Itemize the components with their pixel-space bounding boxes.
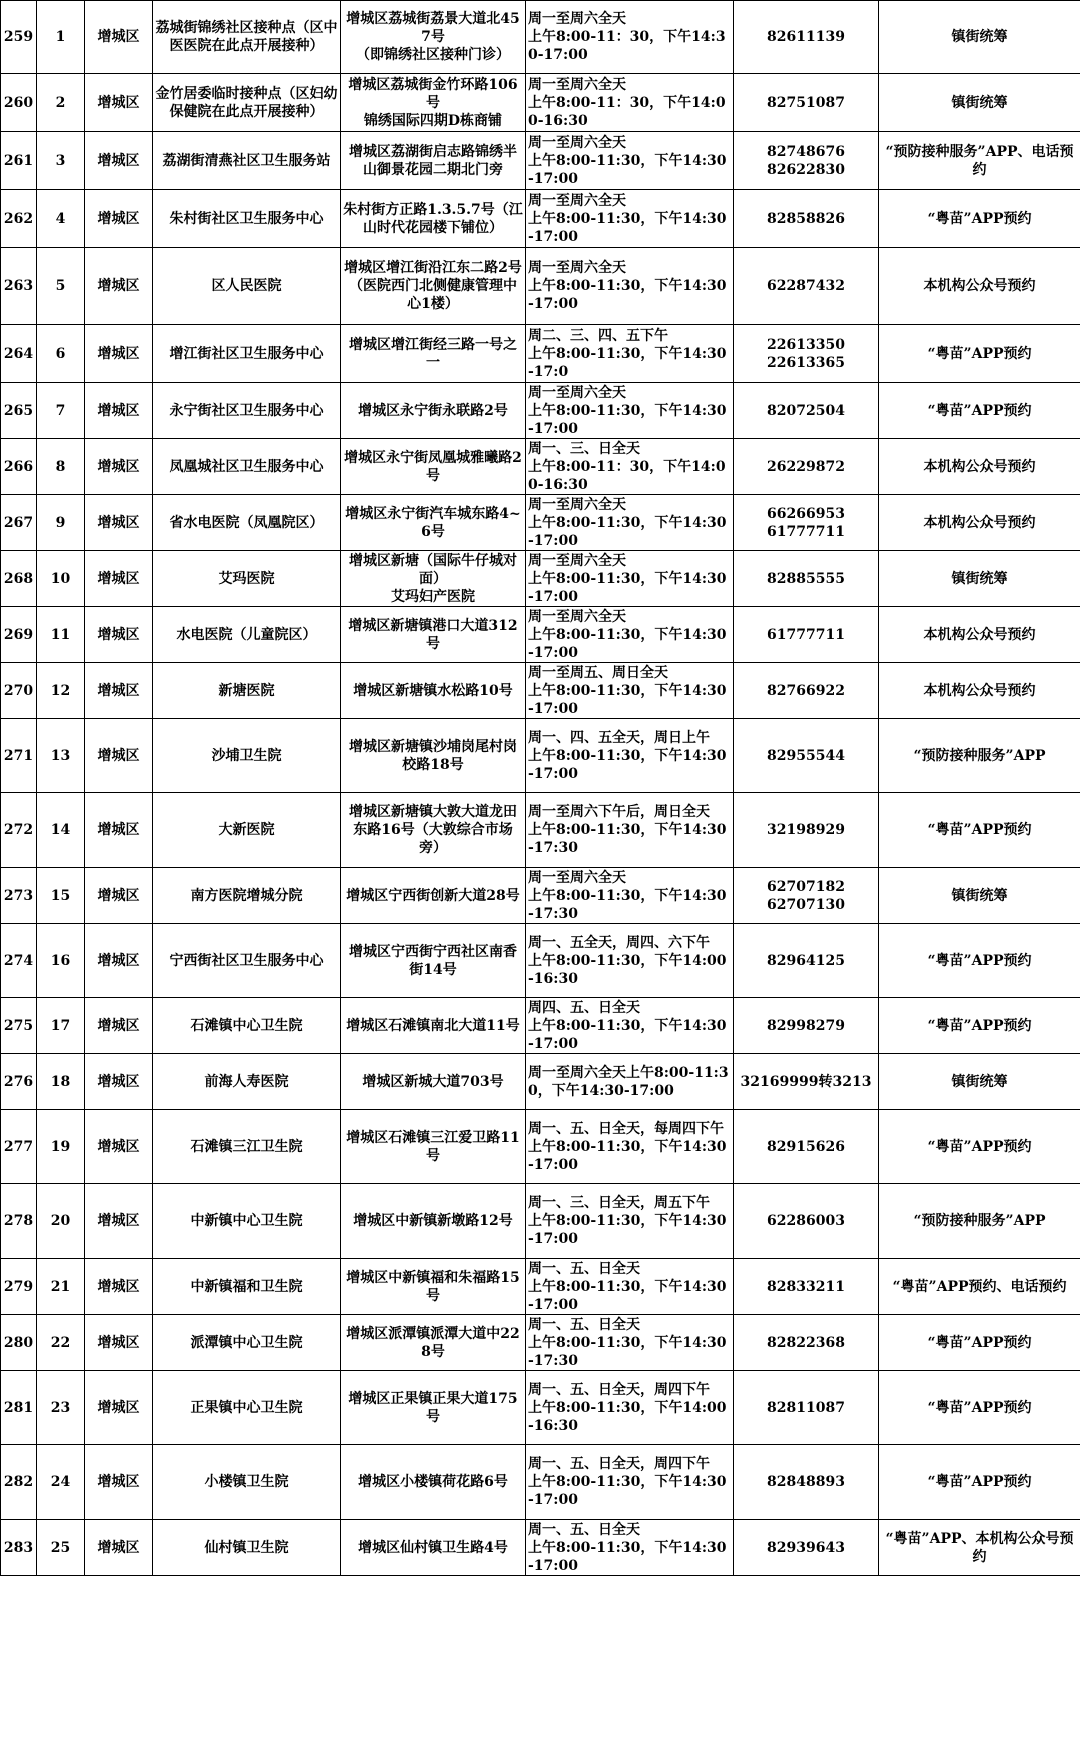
- hours-cell: 周一、三、日全天 上午8:00-11：30，下午14:00-16:30: [526, 439, 734, 495]
- phone-cell: 82822368: [734, 1315, 879, 1371]
- district-cell: 增城区: [85, 439, 153, 495]
- index-cell: 10: [37, 551, 85, 607]
- site-name-cell: 省水电医院（凤凰院区）: [153, 495, 341, 551]
- district-cell: 增城区: [85, 1054, 153, 1110]
- phone-cell: 61777711: [734, 607, 879, 663]
- district-cell: 增城区: [85, 793, 153, 868]
- booking-method-cell: 镇街统筹: [879, 1, 1080, 74]
- site-name-cell: 新塘医院: [153, 663, 341, 719]
- booking-method-cell: “粤苗”APP预约: [879, 1315, 1080, 1371]
- hours-cell: 周一、五、日全天 上午8:00-11:30，下午14:30-17:30: [526, 1315, 734, 1371]
- booking-method-cell: “预防接种服务”APP、电话预约: [879, 132, 1080, 190]
- booking-method-cell: “粤苗”APP预约: [879, 1110, 1080, 1184]
- serial-number-cell: 281: [1, 1371, 37, 1445]
- booking-method-cell: “粤苗”APP预约: [879, 793, 1080, 868]
- serial-number-cell: 270: [1, 663, 37, 719]
- site-name-cell: 永宁街社区卫生服务中心: [153, 383, 341, 439]
- address-cell: 朱村街方正路1.3.5.7号（江山时代花园楼下铺位）: [341, 190, 526, 248]
- index-cell: 3: [37, 132, 85, 190]
- phone-cell: 82751087: [734, 74, 879, 132]
- table-row: [1, 1, 1080, 74]
- table-row: [1, 248, 1080, 325]
- hours-cell: 周四、五、日全天 上午8:00-11:30，下午14:30-17:00: [526, 998, 734, 1054]
- booking-method-cell: “粤苗”APP预约: [879, 1445, 1080, 1520]
- serial-number-cell: 268: [1, 551, 37, 607]
- index-cell: 23: [37, 1371, 85, 1445]
- site-name-cell: 南方医院增城分院: [153, 868, 341, 924]
- hours-cell: 周一、四、五全天，周日上午 上午8:00-11:30，下午14:30-17:00: [526, 719, 734, 793]
- serial-number-cell: 272: [1, 793, 37, 868]
- site-name-cell: 凤凰城社区卫生服务中心: [153, 439, 341, 495]
- booking-method-cell: “粤苗”APP预约: [879, 190, 1080, 248]
- serial-number-cell: 269: [1, 607, 37, 663]
- site-name-cell: 沙埔卫生院: [153, 719, 341, 793]
- address-cell: 增城区新塘镇沙埔岗尾村岗校路18号: [341, 719, 526, 793]
- phone-cell: 82885555: [734, 551, 879, 607]
- index-cell: 8: [37, 439, 85, 495]
- index-cell: 20: [37, 1184, 85, 1259]
- serial-number-cell: 278: [1, 1184, 37, 1259]
- serial-number-cell: 283: [1, 1520, 37, 1576]
- index-cell: 2: [37, 74, 85, 132]
- serial-number-cell: 271: [1, 719, 37, 793]
- address-cell: 增城区石滩镇三江爱卫路11号: [341, 1110, 526, 1184]
- table-row: [1, 607, 1080, 663]
- address-cell: 增城区荔城街荔景大道北457号 （即锦绣社区接种门诊）: [341, 1, 526, 74]
- district-cell: 增城区: [85, 1445, 153, 1520]
- phone-cell: 26229872: [734, 439, 879, 495]
- address-cell: 增城区永宁街永联路2号: [341, 383, 526, 439]
- serial-number-cell: 277: [1, 1110, 37, 1184]
- district-cell: 增城区: [85, 1371, 153, 1445]
- serial-number-cell: 280: [1, 1315, 37, 1371]
- district-cell: 增城区: [85, 663, 153, 719]
- site-name-cell: 水电医院（儿童院区）: [153, 607, 341, 663]
- serial-number-cell: 266: [1, 439, 37, 495]
- district-cell: 增城区: [85, 190, 153, 248]
- hours-cell: 周一至周六全天 上午8:00-11:30，下午14:30-17:00: [526, 383, 734, 439]
- address-cell: 增城区新塘（国际牛仔城对面） 艾玛妇产医院: [341, 551, 526, 607]
- site-name-cell: 派潭镇中心卫生院: [153, 1315, 341, 1371]
- serial-number-cell: 276: [1, 1054, 37, 1110]
- serial-number-cell: 275: [1, 998, 37, 1054]
- table-row: [1, 793, 1080, 868]
- address-cell: 增城区增江街经三路一号之一: [341, 325, 526, 383]
- address-cell: 增城区荔湖街启志路锦绣半山御景花园二期北门旁: [341, 132, 526, 190]
- table-row: [1, 1110, 1080, 1184]
- phone-cell: 82939643: [734, 1520, 879, 1576]
- hours-cell: 周一至周五、周日全天 上午8:00-11:30，下午14:30-17:00: [526, 663, 734, 719]
- serial-number-cell: 259: [1, 1, 37, 74]
- phone-cell: 82964125: [734, 924, 879, 998]
- site-name-cell: 金竹居委临时接种点（区妇幼保健院在此点开展接种）: [153, 74, 341, 132]
- table-row: [1, 439, 1080, 495]
- table-row: [1, 998, 1080, 1054]
- district-cell: 增城区: [85, 1110, 153, 1184]
- serial-number-cell: 260: [1, 74, 37, 132]
- table-row: [1, 132, 1080, 190]
- hours-cell: 周一、五、日全天 上午8:00-11:30，下午14:30-17:00: [526, 1259, 734, 1315]
- phone-cell: 32169999转3213: [734, 1054, 879, 1110]
- index-cell: 15: [37, 868, 85, 924]
- phone-cell: 32198929: [734, 793, 879, 868]
- booking-method-cell: 本机构公众号预约: [879, 439, 1080, 495]
- index-cell: 16: [37, 924, 85, 998]
- table-row: [1, 551, 1080, 607]
- serial-number-cell: 274: [1, 924, 37, 998]
- hours-cell: 周一至周六全天 上午8:00-11：30，下午14:00-16:30: [526, 74, 734, 132]
- index-cell: 4: [37, 190, 85, 248]
- district-cell: 增城区: [85, 607, 153, 663]
- booking-method-cell: “粤苗”APP预约: [879, 325, 1080, 383]
- phone-cell: 82998279: [734, 998, 879, 1054]
- address-cell: 增城区石滩镇南北大道11号: [341, 998, 526, 1054]
- booking-method-cell: 镇街统筹: [879, 551, 1080, 607]
- site-name-cell: 石滩镇中心卫生院: [153, 998, 341, 1054]
- hours-cell: 周一至周六全天 上午8:00-11:30，下午14:30-17:00: [526, 190, 734, 248]
- hours-cell: 周一至周六全天 上午8:00-11:30，下午14:30-17:00: [526, 248, 734, 325]
- serial-number-cell: 279: [1, 1259, 37, 1315]
- site-name-cell: 朱村街社区卫生服务中心: [153, 190, 341, 248]
- index-cell: 17: [37, 998, 85, 1054]
- booking-method-cell: 镇街统筹: [879, 74, 1080, 132]
- district-cell: 增城区: [85, 74, 153, 132]
- district-cell: 增城区: [85, 1, 153, 74]
- phone-cell: 82072504: [734, 383, 879, 439]
- site-name-cell: 荔湖街清燕社区卫生服务站: [153, 132, 341, 190]
- serial-number-cell: 262: [1, 190, 37, 248]
- phone-cell: 62707182 62707130: [734, 868, 879, 924]
- booking-method-cell: “粤苗”APP、本机构公众号预约: [879, 1520, 1080, 1576]
- table-row: [1, 719, 1080, 793]
- site-name-cell: 中新镇中心卫生院: [153, 1184, 341, 1259]
- booking-method-cell: “粤苗”APP预约: [879, 924, 1080, 998]
- phone-cell: 82748676 82622830: [734, 132, 879, 190]
- district-cell: 增城区: [85, 868, 153, 924]
- booking-method-cell: 本机构公众号预约: [879, 495, 1080, 551]
- district-cell: 增城区: [85, 1184, 153, 1259]
- booking-method-cell: “预防接种服务”APP: [879, 719, 1080, 793]
- serial-number-cell: 265: [1, 383, 37, 439]
- phone-cell: 82955544: [734, 719, 879, 793]
- index-cell: 1: [37, 1, 85, 74]
- booking-method-cell: 本机构公众号预约: [879, 663, 1080, 719]
- index-cell: 7: [37, 383, 85, 439]
- index-cell: 11: [37, 607, 85, 663]
- hours-cell: 周一至周六全天 上午8:00-11:30，下午14:30-17:30: [526, 868, 734, 924]
- serial-number-cell: 273: [1, 868, 37, 924]
- district-cell: 增城区: [85, 495, 153, 551]
- district-cell: 增城区: [85, 248, 153, 325]
- booking-method-cell: “粤苗”APP预约: [879, 383, 1080, 439]
- site-name-cell: 仙村镇卫生院: [153, 1520, 341, 1576]
- index-cell: 22: [37, 1315, 85, 1371]
- table-row: [1, 1259, 1080, 1315]
- booking-method-cell: 本机构公众号预约: [879, 248, 1080, 325]
- table-row: [1, 325, 1080, 383]
- index-cell: 9: [37, 495, 85, 551]
- hours-cell: 周一、五、日全天 上午8:00-11:30，下午14:30-17:00: [526, 1520, 734, 1576]
- site-name-cell: 宁西街社区卫生服务中心: [153, 924, 341, 998]
- phone-cell: 82858826: [734, 190, 879, 248]
- hours-cell: 周一至周六全天 上午8:00-11:30，下午14:30-17:00: [526, 607, 734, 663]
- index-cell: 25: [37, 1520, 85, 1576]
- table-row: [1, 663, 1080, 719]
- district-cell: 增城区: [85, 1315, 153, 1371]
- table-row: [1, 1184, 1080, 1259]
- serial-number-cell: 263: [1, 248, 37, 325]
- table-row: [1, 1315, 1080, 1371]
- address-cell: 增城区新城大道703号: [341, 1054, 526, 1110]
- phone-cell: 82811087: [734, 1371, 879, 1445]
- address-cell: 增城区仙村镇卫生路4号: [341, 1520, 526, 1576]
- hours-cell: 周一、五、日全天，周四下午 上午8:00-11:30，下午14:00-16:30: [526, 1371, 734, 1445]
- serial-number-cell: 261: [1, 132, 37, 190]
- booking-method-cell: “粤苗”APP预约: [879, 1371, 1080, 1445]
- address-cell: 增城区新塘镇大敦大道龙田东路16号（大敦综合市场旁）: [341, 793, 526, 868]
- table-row: [1, 868, 1080, 924]
- address-cell: 增城区永宁街凤凰城雅曦路2号: [341, 439, 526, 495]
- address-cell: 增城区永宁街汽车城东路4~6号: [341, 495, 526, 551]
- booking-method-cell: 本机构公众号预约: [879, 607, 1080, 663]
- index-cell: 12: [37, 663, 85, 719]
- table-row: [1, 924, 1080, 998]
- address-cell: 增城区中新镇福和朱福路15号: [341, 1259, 526, 1315]
- booking-method-cell: 镇街统筹: [879, 1054, 1080, 1110]
- index-cell: 13: [37, 719, 85, 793]
- hours-cell: 周一、三、日全天，周五下午 上午8:00-11:30，下午14:30-17:00: [526, 1184, 734, 1259]
- district-cell: 增城区: [85, 551, 153, 607]
- address-cell: 增城区派潭镇派潭大道中228号: [341, 1315, 526, 1371]
- table-row: [1, 383, 1080, 439]
- address-cell: 增城区正果镇正果大道175号: [341, 1371, 526, 1445]
- address-cell: 增城区新塘镇港口大道312号: [341, 607, 526, 663]
- address-cell: 增城区小楼镇荷花路6号: [341, 1445, 526, 1520]
- table-row: [1, 1445, 1080, 1520]
- phone-cell: 62287432: [734, 248, 879, 325]
- site-name-cell: 石滩镇三江卫生院: [153, 1110, 341, 1184]
- site-name-cell: 大新医院: [153, 793, 341, 868]
- booking-method-cell: “粤苗”APP预约: [879, 998, 1080, 1054]
- phone-cell: 22613350 22613365: [734, 325, 879, 383]
- index-cell: 19: [37, 1110, 85, 1184]
- site-name-cell: 正果镇中心卫生院: [153, 1371, 341, 1445]
- phone-cell: 82915626: [734, 1110, 879, 1184]
- hours-cell: 周一至周六全天 上午8:00-11：30，下午14:30-17:00: [526, 1, 734, 74]
- index-cell: 24: [37, 1445, 85, 1520]
- index-cell: 6: [37, 325, 85, 383]
- index-cell: 18: [37, 1054, 85, 1110]
- table-row: [1, 190, 1080, 248]
- phone-cell: 66266953 61777711: [734, 495, 879, 551]
- site-name-cell: 前海人寿医院: [153, 1054, 341, 1110]
- site-name-cell: 小楼镇卫生院: [153, 1445, 341, 1520]
- district-cell: 增城区: [85, 998, 153, 1054]
- serial-number-cell: 267: [1, 495, 37, 551]
- address-cell: 增城区新塘镇水松路10号: [341, 663, 526, 719]
- phone-cell: 82611139: [734, 1, 879, 74]
- table-row: [1, 1371, 1080, 1445]
- district-cell: 增城区: [85, 719, 153, 793]
- hours-cell: 周一至周六全天 上午8:00-11:30，下午14:30-17:00: [526, 132, 734, 190]
- site-name-cell: 区人民医院: [153, 248, 341, 325]
- table-row: [1, 1054, 1080, 1110]
- site-name-cell: 荔城街锦绣社区接种点（区中医医院在此点开展接种）: [153, 1, 341, 74]
- phone-cell: 82766922: [734, 663, 879, 719]
- district-cell: 增城区: [85, 1520, 153, 1576]
- index-cell: 5: [37, 248, 85, 325]
- district-cell: 增城区: [85, 325, 153, 383]
- phone-cell: 62286003: [734, 1184, 879, 1259]
- hours-cell: 周一、五全天，周四、六下午 上午8:00-11:30，下午14:00-16:30: [526, 924, 734, 998]
- index-cell: 14: [37, 793, 85, 868]
- hours-cell: 周一至周六下午后，周日全天 上午8:00-11:30，下午14:30-17:30: [526, 793, 734, 868]
- booking-method-cell: 镇街统筹: [879, 868, 1080, 924]
- phone-cell: 82848893: [734, 1445, 879, 1520]
- hours-cell: 周一至周六全天 上午8:00-11:30，下午14:30-17:00: [526, 551, 734, 607]
- site-name-cell: 中新镇福和卫生院: [153, 1259, 341, 1315]
- booking-method-cell: “粤苗”APP预约、电话预约: [879, 1259, 1080, 1315]
- address-cell: 增城区宁西街创新大道28号: [341, 868, 526, 924]
- serial-number-cell: 282: [1, 1445, 37, 1520]
- hours-cell: 周一、五、日全天，每周四下午 上午8:00-11:30，下午14:30-17:00: [526, 1110, 734, 1184]
- hours-cell: 周一至周六全天 上午8:00-11:30，下午14:30-17:00: [526, 495, 734, 551]
- index-cell: 21: [37, 1259, 85, 1315]
- hours-cell: 周一至周六全天上午8:00-11:30，下午14:30-17:00: [526, 1054, 734, 1110]
- district-cell: 增城区: [85, 1259, 153, 1315]
- hours-cell: 周二、三、四、五下午 上午8:00-11:30，下午14:30-17:0: [526, 325, 734, 383]
- address-cell: 增城区增江街沿江东二路2号 （医院西门北侧健康管理中心1楼）: [341, 248, 526, 325]
- address-cell: 增城区宁西街宁西社区南香街14号: [341, 924, 526, 998]
- booking-method-cell: “预防接种服务”APP: [879, 1184, 1080, 1259]
- phone-cell: 82833211: [734, 1259, 879, 1315]
- hours-cell: 周一、五、日全天，周四下午 上午8:00-11:30，下午14:30-17:00: [526, 1445, 734, 1520]
- site-name-cell: 增江街社区卫生服务中心: [153, 325, 341, 383]
- address-cell: 增城区中新镇新墩路12号: [341, 1184, 526, 1259]
- address-cell: 增城区荔城街金竹环路106号 锦绣国际四期D栋商铺: [341, 74, 526, 132]
- site-name-cell: 艾玛医院: [153, 551, 341, 607]
- table-row: [1, 495, 1080, 551]
- district-cell: 增城区: [85, 383, 153, 439]
- table-row: [1, 74, 1080, 132]
- table-row: [1, 1520, 1080, 1576]
- district-cell: 增城区: [85, 924, 153, 998]
- serial-number-cell: 264: [1, 325, 37, 383]
- district-cell: 增城区: [85, 132, 153, 190]
